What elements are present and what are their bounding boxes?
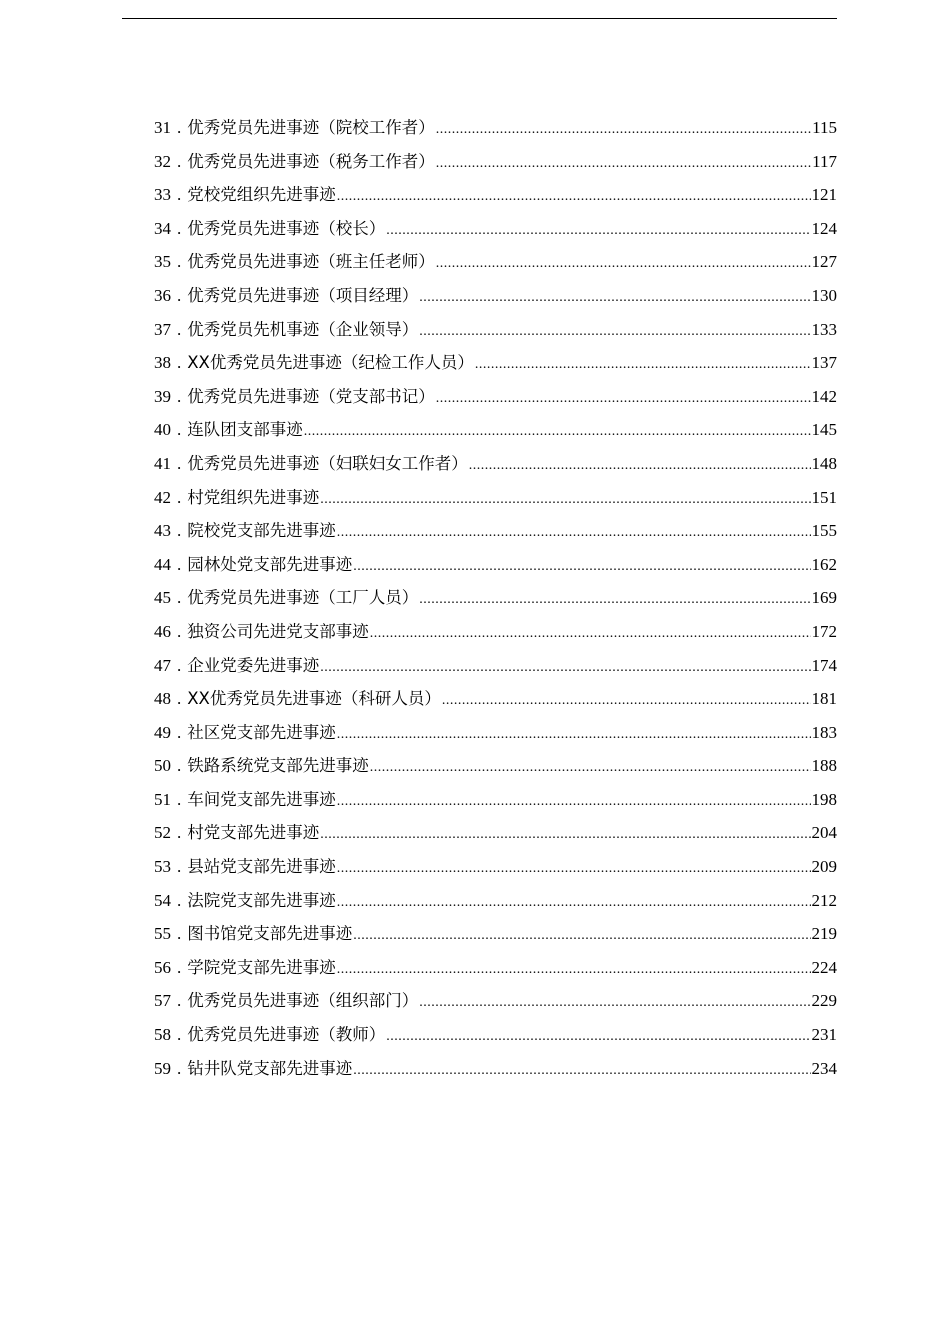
toc-dot-leader xyxy=(436,247,811,279)
toc-entry-number: 38 xyxy=(154,353,171,373)
toc-dot-leader xyxy=(337,886,811,918)
toc-entry-title: 学院党支部先进事迹 xyxy=(187,957,336,977)
toc-entry-page-number: 204 xyxy=(811,823,837,843)
toc-entry-number: 59 xyxy=(154,1058,171,1078)
toc-dot-leader xyxy=(370,617,811,649)
toc-entry-number: 49 xyxy=(154,722,171,742)
toc-dot-leader xyxy=(419,583,810,615)
toc-entry[interactable] xyxy=(154,514,837,548)
toc-entry-separator: . xyxy=(177,218,182,238)
toc-entry-number: 41 xyxy=(154,453,171,473)
toc-entry-title: 独资公司先进党支部事迹 xyxy=(187,621,369,641)
toc-dot-leader xyxy=(353,1054,810,1086)
toc-dot-leader xyxy=(304,415,811,447)
toc-entry-number: 57 xyxy=(154,991,171,1011)
toc-entry-number: 51 xyxy=(154,789,171,809)
toc-entry-page-number: 115 xyxy=(812,118,837,137)
toc-entry-title: 钻井队党支部先进事迹 xyxy=(187,1058,353,1078)
toc-entry-page-number: 151 xyxy=(811,487,837,507)
toc-dot-leader xyxy=(419,281,810,313)
toc-entry-separator: . xyxy=(177,722,182,742)
toc-entry-title: 铁路系统党支部先进事迹 xyxy=(187,756,369,776)
toc-entry-separator: . xyxy=(177,285,182,305)
toc-entry-separator: . xyxy=(177,487,182,507)
toc-entry-separator: . xyxy=(177,252,182,272)
toc-entry-separator: . xyxy=(177,689,182,709)
toc-entry-number: 42 xyxy=(154,487,171,507)
toc-entry-separator: . xyxy=(177,1025,182,1045)
toc-entry-title: 党校党组织先进事迹 xyxy=(187,185,336,205)
toc-entry-separator: . xyxy=(177,386,182,406)
toc-entry-title: XX优秀党员先进事迹（纪检工作人员） xyxy=(187,353,474,373)
toc-entry-page-number: 188 xyxy=(811,756,837,776)
toc-entry-separator: . xyxy=(177,319,182,339)
toc-entry-separator: . xyxy=(177,554,182,574)
toc-entry-title: 法院党支部先进事迹 xyxy=(187,890,336,910)
toc-entry-page-number: 198 xyxy=(811,789,837,809)
toc-entry[interactable] xyxy=(154,313,837,347)
toc-dot-leader xyxy=(337,953,811,985)
toc-entry-separator: . xyxy=(177,621,182,641)
toc-entry-page-number: 219 xyxy=(811,924,837,944)
toc-entry-number: 47 xyxy=(154,655,171,675)
toc-entry-number: 58 xyxy=(154,1025,171,1045)
toc-entry-title: 优秀党员先进事迹（项目经理） xyxy=(187,285,419,305)
toc-dot-leader xyxy=(337,852,811,884)
toc-entry-title: XX优秀党员先进事迹（科研人员） xyxy=(187,689,441,709)
toc-dot-leader xyxy=(419,315,810,347)
toc-entry-page-number: 224 xyxy=(811,957,837,977)
toc-entry-number: 31 xyxy=(154,118,171,137)
toc-dot-leader xyxy=(337,718,811,750)
toc-entry-separator: . xyxy=(177,521,182,541)
toc-entry-page-number: 145 xyxy=(811,420,837,440)
toc-entry-number: 52 xyxy=(154,823,171,843)
header-rule xyxy=(122,18,837,19)
toc-entry[interactable] xyxy=(154,984,837,1018)
toc-dot-leader xyxy=(436,382,811,414)
toc-entry-title: 图书馆党支部先进事迹 xyxy=(187,924,353,944)
toc-dot-leader xyxy=(337,785,811,817)
toc-entry-title: 优秀党员先进事迹（院校工作者） xyxy=(187,118,435,137)
toc-entry-number: 32 xyxy=(154,151,171,171)
toc-entry[interactable] xyxy=(154,245,837,279)
toc-entry-separator: . xyxy=(177,924,182,944)
toc-dot-leader xyxy=(386,214,810,246)
toc-entry-number: 46 xyxy=(154,621,171,641)
toc-entry-title: 优秀党员先进事迹（班主任老师） xyxy=(187,252,435,272)
toc-entry[interactable] xyxy=(154,212,837,246)
toc-entry-page-number: 155 xyxy=(811,521,837,541)
toc-entry-title: 优秀党员先进事迹（妇联妇女工作者） xyxy=(187,453,468,473)
toc-entry-page-number: 133 xyxy=(811,319,837,339)
toc-entry-number: 54 xyxy=(154,890,171,910)
toc-dot-leader xyxy=(320,818,810,850)
toc-entry-title: 社区党支部先进事迹 xyxy=(187,722,336,742)
toc-entry-title: 园林处党支部先进事迹 xyxy=(187,554,353,574)
toc-entry[interactable] xyxy=(154,1052,837,1086)
toc-entry-number: 50 xyxy=(154,756,171,776)
toc-entry[interactable] xyxy=(154,850,837,884)
toc-dot-leader xyxy=(386,1020,810,1052)
toc-entry-separator: . xyxy=(177,789,182,809)
toc-entry-separator: . xyxy=(177,185,182,205)
toc-entry-separator: . xyxy=(177,890,182,910)
toc-entry[interactable] xyxy=(154,413,837,447)
toc-entry-separator: . xyxy=(177,991,182,1011)
toc-dot-leader xyxy=(337,516,811,548)
toc-entry-page-number: 162 xyxy=(811,554,837,574)
toc-entry-separator: . xyxy=(177,756,182,776)
toc-entry-page-number: 117 xyxy=(812,151,837,171)
toc-entry-separator: . xyxy=(177,655,182,675)
toc-dot-leader xyxy=(436,113,811,145)
toc-entry[interactable] xyxy=(154,279,837,313)
toc-entry-title: 院校党支部先进事迹 xyxy=(187,521,336,541)
toc-entry-number: 35 xyxy=(154,252,171,272)
toc-entry[interactable] xyxy=(154,816,837,850)
toc-entry-page-number: 124 xyxy=(811,218,837,238)
toc-entry-page-number: 121 xyxy=(811,185,837,205)
toc-entry-number: 34 xyxy=(154,218,171,238)
toc-entry-page-number: 142 xyxy=(811,386,837,406)
toc-entry-number: 33 xyxy=(154,185,171,205)
toc-entry-title: 优秀党员先进事迹（教师） xyxy=(187,1025,386,1045)
toc-entry[interactable] xyxy=(154,682,837,716)
toc-entry[interactable] xyxy=(154,917,837,951)
toc-entry[interactable] xyxy=(154,447,837,481)
toc-entry-number: 53 xyxy=(154,857,171,877)
toc-entry-page-number: 130 xyxy=(811,285,837,305)
toc-entry-page-number: 231 xyxy=(811,1025,837,1045)
toc-entry-page-number: 172 xyxy=(811,621,837,641)
toc-entry-page-number: 137 xyxy=(811,353,837,373)
toc-entry[interactable] xyxy=(154,749,837,783)
toc-entry-separator: . xyxy=(177,823,182,843)
toc-dot-leader xyxy=(320,651,810,683)
toc-entry-title: 优秀党员先机事迹（企业领导） xyxy=(187,319,419,339)
toc-entry-title: 优秀党员先进事迹（组织部门） xyxy=(187,991,419,1011)
toc-entry-number: 44 xyxy=(154,554,171,574)
toc-entry-number: 48 xyxy=(154,689,171,709)
toc-entry-separator: . xyxy=(177,118,182,137)
toc-entry-title: 优秀党员先进事迹（工厂人员） xyxy=(187,588,419,608)
toc-entry-separator: . xyxy=(177,420,182,440)
toc-entry-separator: . xyxy=(177,588,182,608)
toc-entry-title: 村党支部先进事迹 xyxy=(187,823,320,843)
toc-dot-leader xyxy=(475,348,811,380)
toc-dot-leader xyxy=(419,986,810,1018)
toc-entry-separator: . xyxy=(177,1058,182,1078)
toc-dot-leader xyxy=(337,180,811,212)
toc-entry-page-number: 148 xyxy=(811,453,837,473)
toc-entry-page-number: 234 xyxy=(811,1058,837,1078)
toc-entry[interactable] xyxy=(154,481,837,515)
toc-entry-page-number: 169 xyxy=(811,588,837,608)
toc-entry-number: 37 xyxy=(154,319,171,339)
toc-dot-leader xyxy=(442,684,811,716)
toc-entry-separator: . xyxy=(177,857,182,877)
toc-entry[interactable] xyxy=(154,951,837,985)
toc-entry-number: 55 xyxy=(154,924,171,944)
toc-entry-page-number: 127 xyxy=(811,252,837,272)
toc-entry[interactable] xyxy=(154,548,837,582)
toc-entry-title: 县站党支部先进事迹 xyxy=(187,857,336,877)
toc-entry[interactable] xyxy=(154,615,837,649)
toc-entry-page-number: 212 xyxy=(811,890,837,910)
toc-entry-page-number: 209 xyxy=(811,857,837,877)
toc-entry-number: 36 xyxy=(154,285,171,305)
toc-entry-page-number: 181 xyxy=(811,689,837,709)
toc-entry[interactable] xyxy=(154,649,837,683)
toc-entry[interactable] xyxy=(154,581,837,615)
toc-dot-leader xyxy=(469,449,811,481)
toc-entry[interactable] xyxy=(154,178,837,212)
toc-entry-title: 村党组织先进事迹 xyxy=(187,487,320,507)
toc-entry-separator: . xyxy=(177,453,182,473)
toc-entry[interactable] xyxy=(154,380,837,414)
toc-entry[interactable] xyxy=(154,111,837,145)
toc-entry[interactable] xyxy=(154,145,837,179)
toc-entry-title: 优秀党员先进事迹（校长） xyxy=(187,218,386,238)
toc-dot-leader xyxy=(370,751,811,783)
toc-entry-page-number: 174 xyxy=(811,655,837,675)
toc-dot-leader xyxy=(353,550,810,582)
toc-entry-number: 45 xyxy=(154,588,171,608)
toc-entry-title: 连队团支部事迹 xyxy=(187,420,303,440)
toc-entry-title: 车间党支部先进事迹 xyxy=(187,789,336,809)
toc-entry-number: 43 xyxy=(154,521,171,541)
table-of-contents xyxy=(154,111,837,1085)
toc-dot-leader xyxy=(320,483,810,515)
toc-entry[interactable] xyxy=(154,346,837,380)
toc-entry-separator: . xyxy=(177,151,182,171)
toc-entry-page-number: 229 xyxy=(811,991,837,1011)
toc-entry[interactable] xyxy=(154,716,837,750)
toc-entry-separator: . xyxy=(177,353,182,373)
toc-entry-page-number: 183 xyxy=(811,722,837,742)
toc-entry[interactable] xyxy=(154,884,837,918)
toc-entry[interactable] xyxy=(154,783,837,817)
toc-entry[interactable] xyxy=(154,1018,837,1052)
toc-entry-title: 企业党委先进事迹 xyxy=(187,655,320,675)
toc-entry-number: 56 xyxy=(154,957,171,977)
toc-entry-number: 40 xyxy=(154,420,171,440)
toc-entry-title: 优秀党员先进事迹（党支部书记） xyxy=(187,386,435,406)
toc-entry-number: 39 xyxy=(154,386,171,406)
toc-dot-leader xyxy=(436,147,811,179)
toc-entry-title: 优秀党员先进事迹（税务工作者） xyxy=(187,151,435,171)
toc-dot-leader xyxy=(353,919,810,951)
toc-entry-separator: . xyxy=(177,957,182,977)
